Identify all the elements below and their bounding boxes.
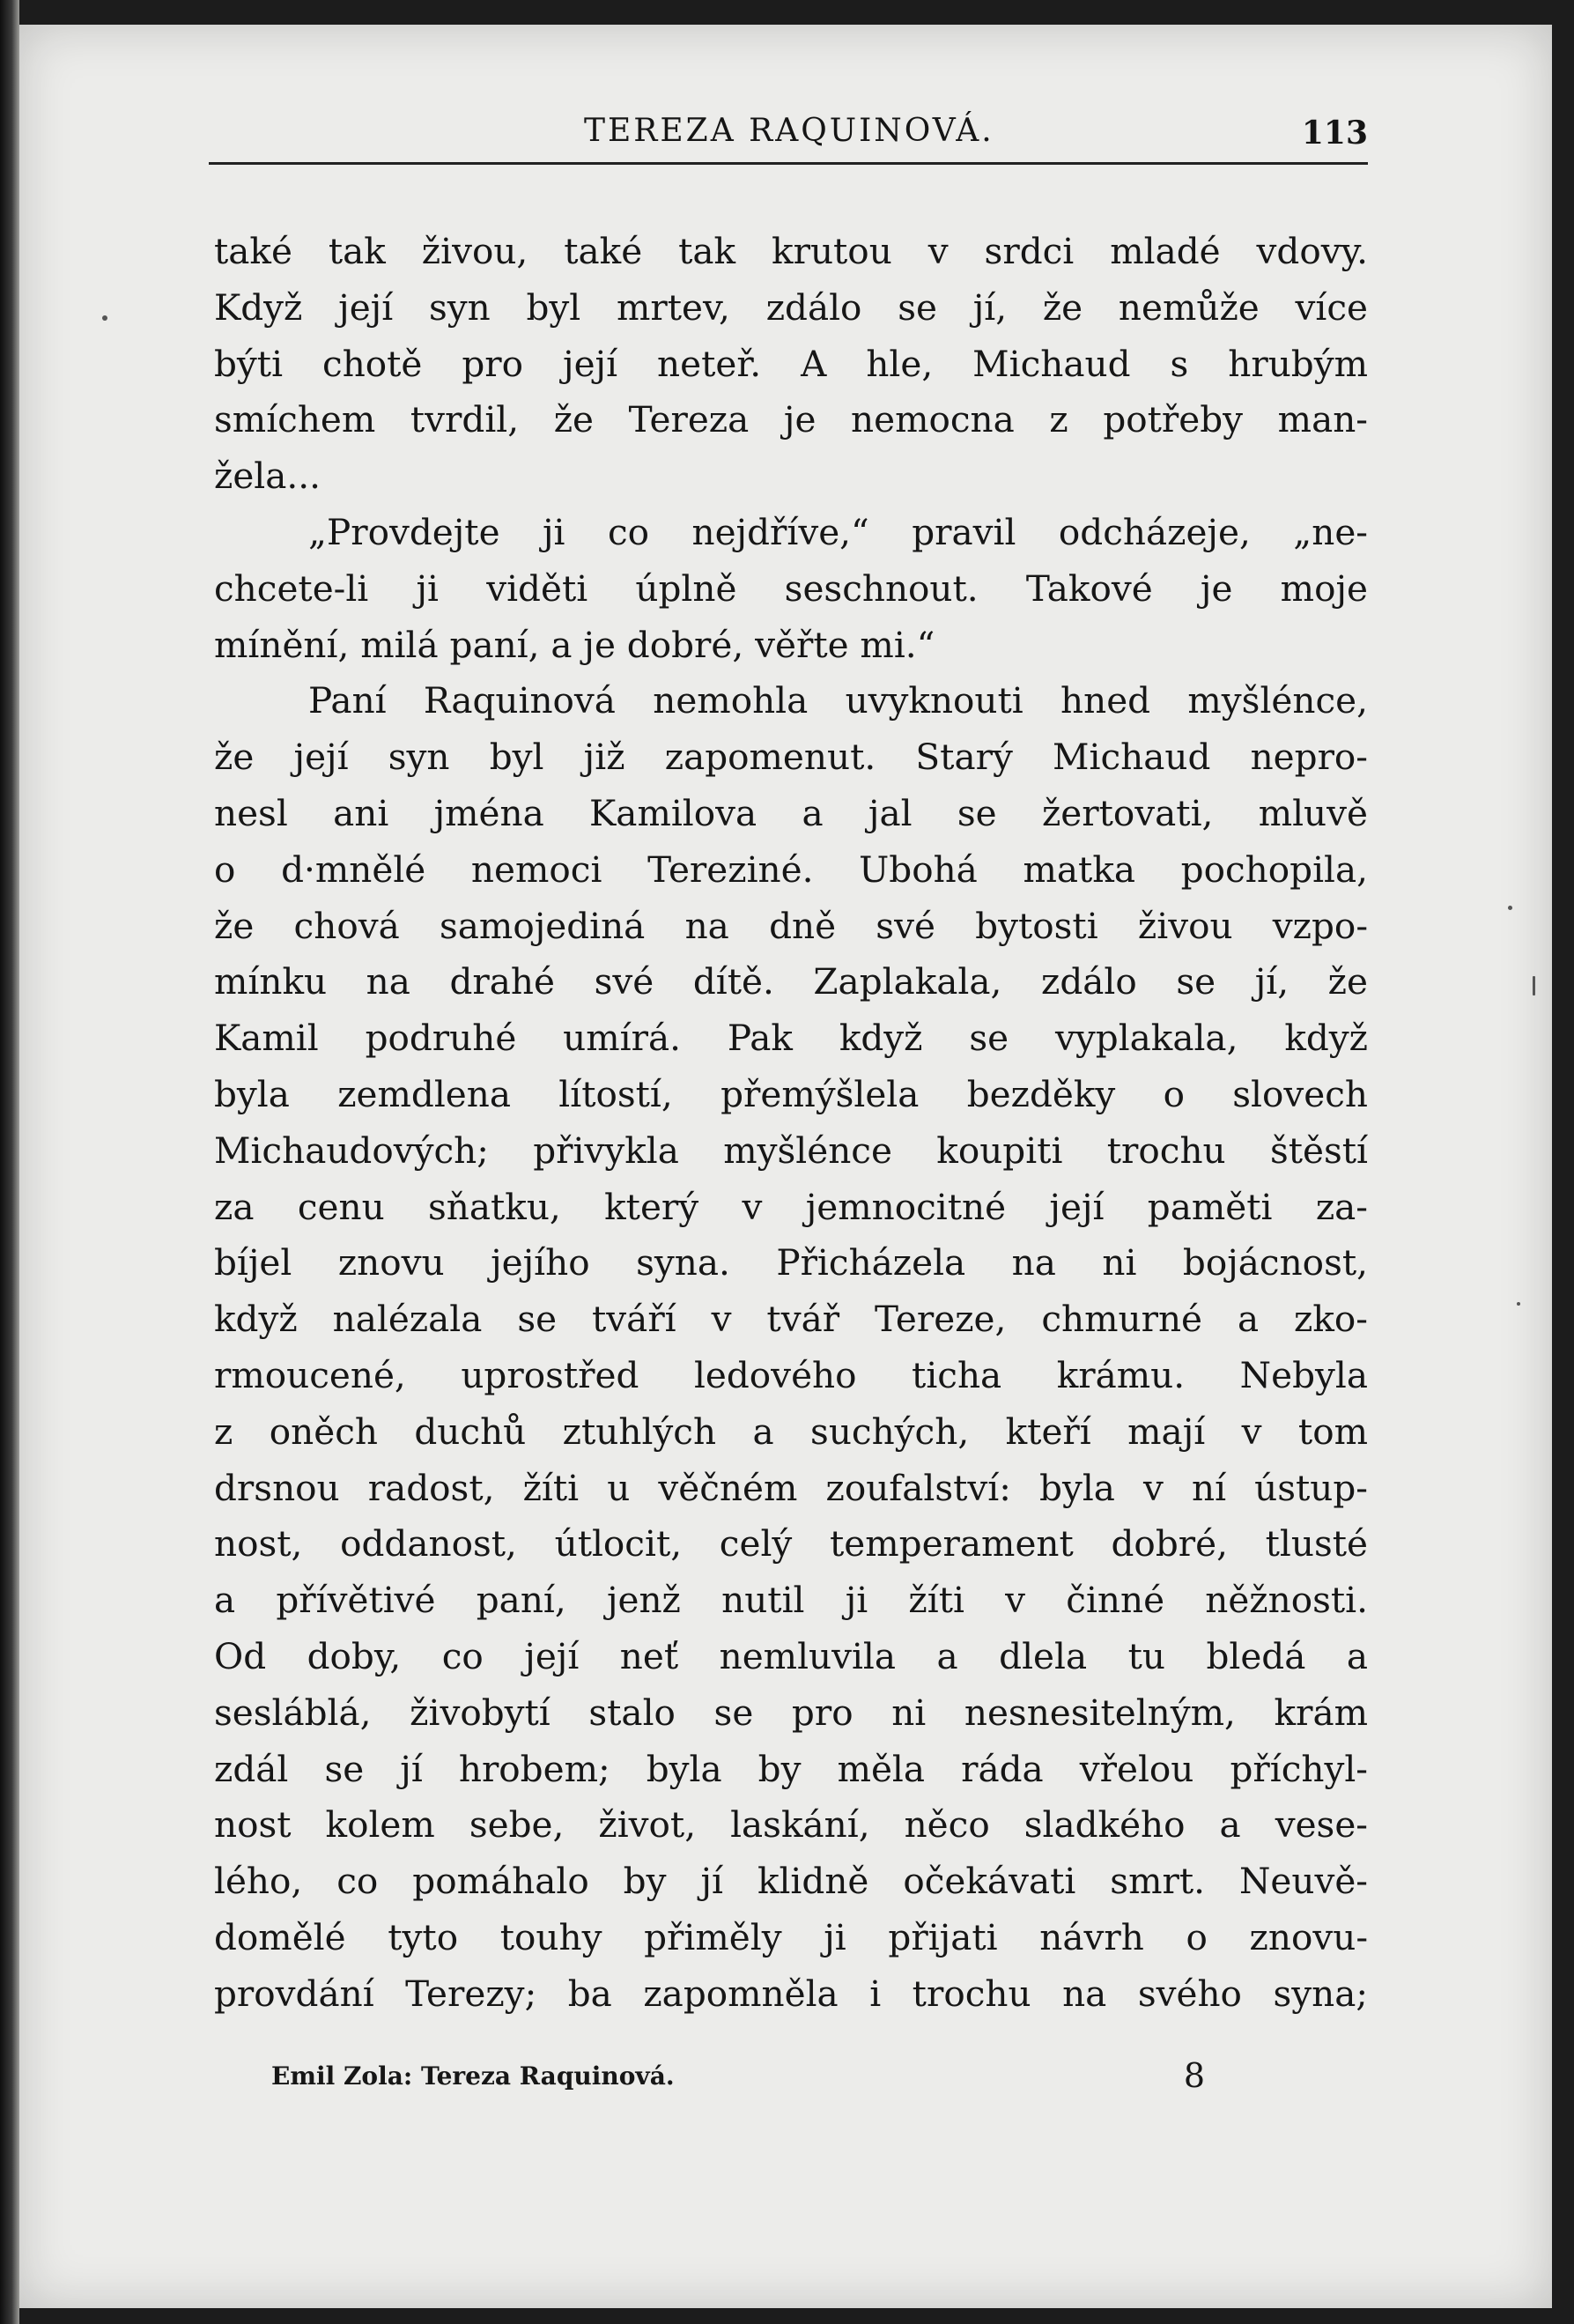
text-line: Michaudových; přivykla myšlénce koupiti trochu štěstí bbox=[214, 1129, 1368, 1172]
running-header bbox=[189, 113, 1368, 162]
text-line: bíjel znovu jejího syna. Přicházela na ni bojácnost, bbox=[214, 1241, 1368, 1284]
signature-mark: Emil Zola: Tereza Raquinová. bbox=[271, 2061, 675, 2091]
body-text bbox=[214, 224, 1368, 2023]
text-line: žela... bbox=[214, 455, 321, 498]
signature-line bbox=[271, 2056, 1205, 2106]
text-line: rmoucené, uprostřed ledového ticha krámu. Nebyla bbox=[214, 1353, 1368, 1396]
text-line: za cenu sňatku, který v jemnocitné její paměti za- bbox=[214, 1185, 1368, 1228]
text-line: mínku na drahé své dítě. Zaplakala, zdálo se jí, že bbox=[214, 960, 1368, 1003]
text-line: také tak živou, také tak krutou v srdci mladé vdovy. bbox=[214, 230, 1368, 272]
signature-number: 8 bbox=[1183, 2056, 1205, 2095]
text-line: o d·mnělé nemoci Tereziné. Ubohá matka pochopila, bbox=[214, 847, 1368, 891]
text-line: a přívětivé paní, jenž nutil ji žíti v činné něžnosti. bbox=[214, 1579, 1368, 1622]
text-line: Když její syn byl mrtev, zdálo se jí, že nemůže více bbox=[214, 285, 1368, 329]
text-line: nost, oddanost, útlocit, celý temperament dobré, tlusté bbox=[214, 1522, 1368, 1565]
text-line: když nalézala se tváří v tvář Tereze, chmurné a zko- bbox=[214, 1298, 1368, 1341]
page-speck bbox=[102, 315, 107, 321]
header-rule bbox=[209, 162, 1368, 165]
page-speck bbox=[1517, 1302, 1520, 1306]
text-line: „Provdejte ji co nejdříve,“ pravil odcházeje, „ne- bbox=[308, 510, 1368, 553]
text-line: Kamil podruhé umírá. Pak když se vyplakala, když bbox=[214, 1017, 1368, 1060]
text-line: chcete-li ji viděti úplně seschnout. Takové je moje bbox=[214, 566, 1368, 610]
text-line: mínění, milá paní, a je dobré, věřte mi.“ bbox=[214, 623, 935, 666]
page-speck bbox=[1508, 906, 1512, 910]
text-line: Od doby, co její neť nemluvila a dlela tu bledá a bbox=[214, 1634, 1368, 1677]
text-line: domělé tyto touhy přiměly ji přijati návrh o znovu- bbox=[214, 1915, 1368, 1958]
text-line: sesláblá, živobytí stalo se pro ni nesnesitelným, krám bbox=[214, 1691, 1368, 1734]
text-line: drsnou radost, žíti u věčném zoufalství: byla v ní ústup- bbox=[214, 1466, 1368, 1509]
page-speck bbox=[1533, 976, 1535, 995]
text-line: nesl ani jména Kamilova a jal se žertovati, mluvě bbox=[214, 791, 1368, 834]
text-line: býti chotě pro její neteř. A hle, Michaud s hrubým bbox=[214, 342, 1368, 385]
page-number: 113 bbox=[1301, 115, 1368, 152]
running-title: TEREZA RAQUINOVÁ. bbox=[584, 113, 994, 149]
text-line: že chová samojediná na dně své bytosti živou vzpo- bbox=[214, 904, 1368, 947]
page-binding-edge bbox=[0, 0, 19, 2324]
text-line: provdání Terezy; ba zapomněla i trochu na svého syna; bbox=[214, 1972, 1368, 2015]
text-line: nost kolem sebe, život, laskání, něco sladkého a vese- bbox=[214, 1803, 1368, 1847]
text-line: že její syn byl již zapomenut. Starý Michaud nepro- bbox=[214, 736, 1368, 779]
text-line: z oněch duchů ztuhlých a suchých, kteří mají v tom bbox=[214, 1410, 1368, 1453]
text-line: byla zemdlena lítostí, přemýšlela bezděky o slovech bbox=[214, 1072, 1368, 1115]
text-line: smíchem tvrdil, že Tereza je nemocna z potřeby man- bbox=[214, 398, 1368, 441]
text-line: zdál se jí hrobem; byla by měla ráda vřelou příchyl- bbox=[214, 1747, 1368, 1790]
text-line: Paní Raquinová nemohla uvyknouti hned myšlénce, bbox=[308, 679, 1368, 722]
text-line: lého, co pomáhalo by jí klidně očekávati smrt. Neuvě- bbox=[214, 1860, 1368, 1903]
